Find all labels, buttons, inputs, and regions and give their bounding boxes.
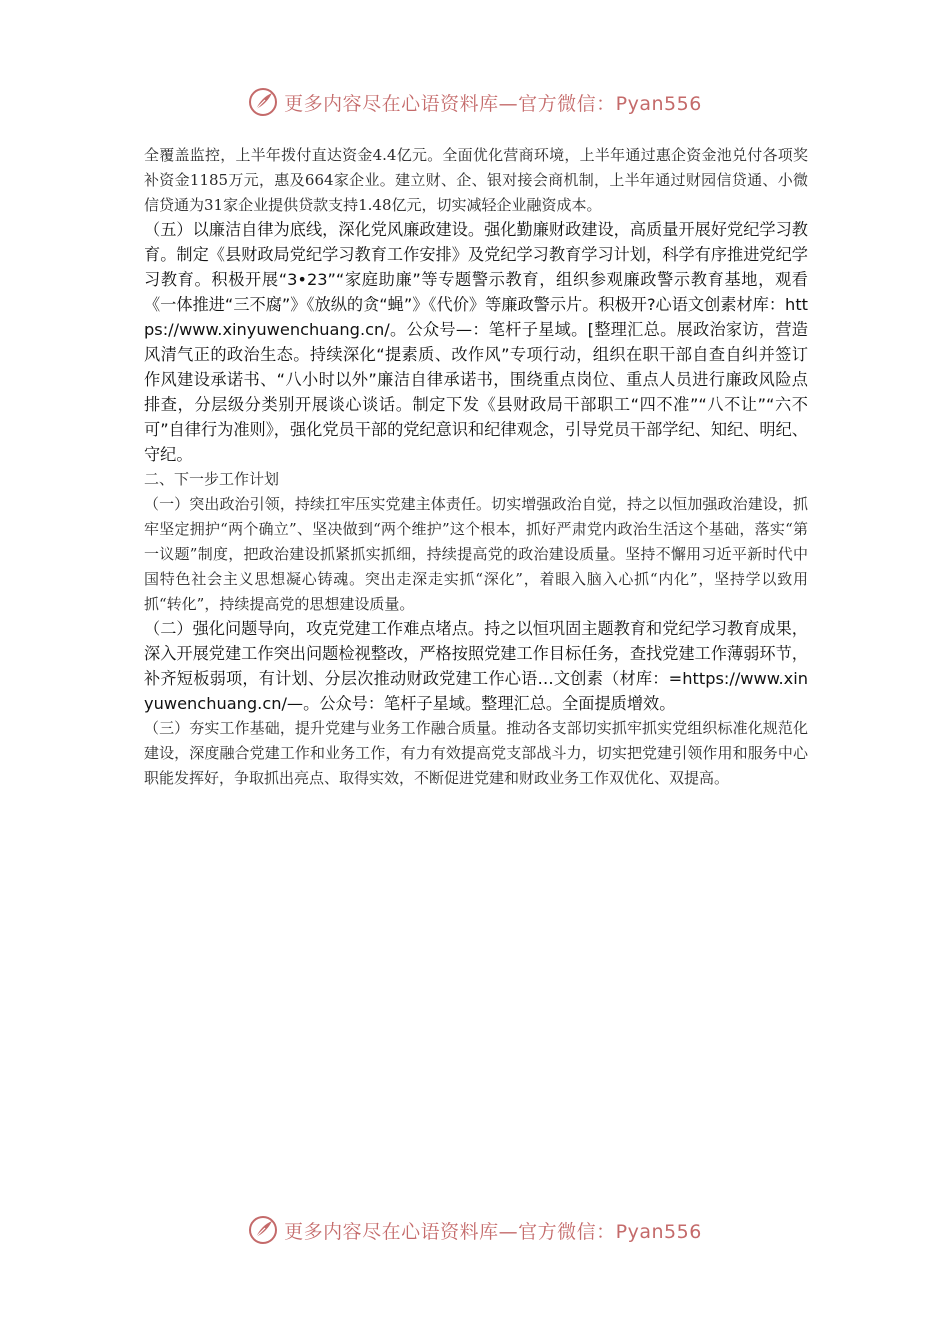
watermark-banner-top xyxy=(0,82,950,122)
paragraph-problem-orientation: （二）强化问题导向，攻克党建工作难点堵点。持之以恒巩固主题教育和党纪学习教育成果，深入开展党建工作突出问题检视整改，严格按照党建工作目标任务，查找党建工作薄弱环节，补齐短板弱项，有计划、分层次推动财政党建工作心语…文创素（材库：=https://www.xinyuwenchuang.cn/—。公众号：笔杆子星域。整理汇总。全面提质增效。 xyxy=(144,619,808,714)
watermark-text: 更多内容尽在心语资料库—官方微信：Pyan556 xyxy=(284,92,702,115)
document-body xyxy=(144,143,808,791)
feather-pen-logo-icon xyxy=(248,87,278,117)
feather-pen-logo-icon xyxy=(248,1215,278,1245)
paragraph-budget-funds: 全覆盖监控，上半年拨付直达资金4.4亿元。全面优化营商环境，上半年通过惠企资金池兑付各项奖补资金1185万元，惠及664家企业。建立财、企、银对接会商机制，上半年通过财园信贷通、小微信贷通为31家企业提供贷款支持1.48亿元，切实减轻企业融资成本。 xyxy=(144,146,808,214)
paragraph-political-guidance: （一）突出政治引领，持续扛牢压实党建主体责任。切实增强政治自觉，持之以恒加强政治建设，抓牢坚定拥护“两个确立”、坚决做到“两个维护”这个根本，抓好严肃党内政治生活这个基础，落实“第一议题”制度，把政治建设抓紧抓实抓细，持续提高党的政治建设质量。坚持不懈用习近平新时代中国特色社会主义思想凝心铸魂。突出走深走实抓“深化”，着眼入脑入心抓“内化”，坚持学以致用抓“转化”，持续提高党的思想建设质量。 xyxy=(144,495,808,613)
paragraph-integrity-building: （五）以廉洁自律为底线，深化党风廉政建设。强化勤廉财政建设，高质量开展好党纪学习教育。制定《县财政局党纪学习教育工作安排》及党纪学习教育学习计划，科学有序推进党纪学习教育。积极开展“3•23”“家庭助廉”等专题警示教育，组织参观廉政警示教育基地，观看《一体推进“三不腐”》《放纵的贪“蝇”》《代价》等廉政警示片。积极开?心语文创素材库：https://www.xinyuwenchuang.cn/。公众号—：笔杆子星域。[整理汇总。展政治家访，营造风清气正的政治生态。持续深化“提素质、改作风”专项行动，组织在职干部自查自纠并签订作风建设承诺书、“八小时以外”廉洁自律承诺书，围绕重点岗位、重点人员进行廉政风险点排查，分层级分类别开展谈心谈话。制定下发《县财政局干部职工“四不准”“八不让”“六不可”自律行为准则》，强化党员干部的党纪意识和纪律观念，引导党员干部学纪、知纪、明纪、守纪。 xyxy=(144,220,809,465)
paragraph-work-foundation: （三）夯实工作基础，提升党建与业务工作融合质量。推动各支部切实抓牢抓实党组织标准化规范化建设，深度融合党建工作和业务工作，有力有效提高党支部战斗力，切实把党建引领作用和服务中心职能发挥好，争取抓出亮点、取得实效，不断促进党建和财政业务工作双优化、双提高。 xyxy=(144,719,808,787)
watermark-text: 更多内容尽在心语资料库—官方微信：Pyan556 xyxy=(284,1220,702,1243)
watermark-banner-bottom xyxy=(0,1210,950,1250)
section-heading-next-plan: 二、下一步工作计划 xyxy=(144,470,280,489)
